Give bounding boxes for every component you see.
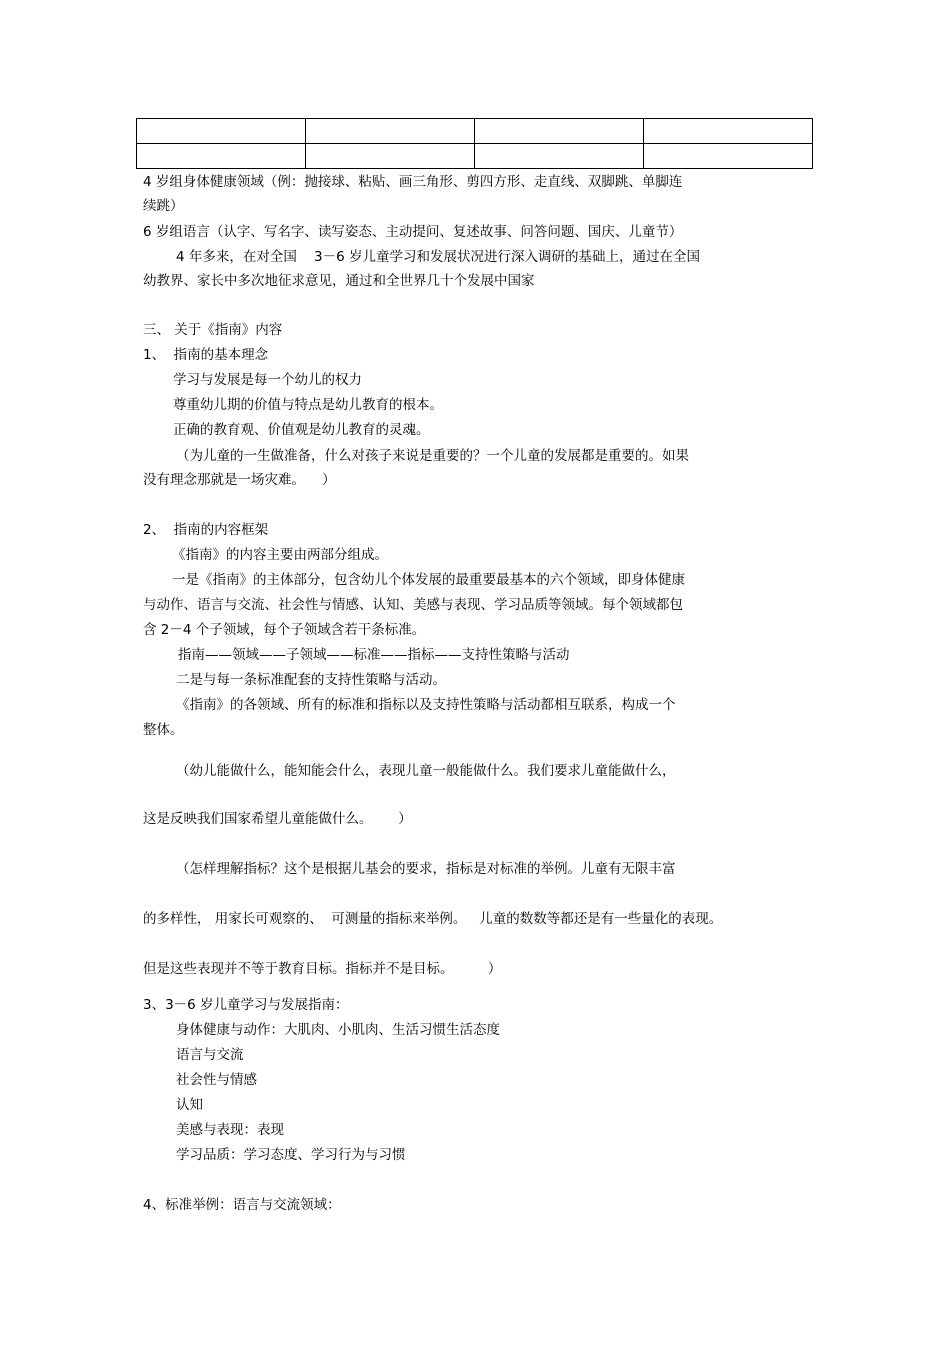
paragraph-line: 二是与每一条标准配套的支持性策略与活动。 [176,672,446,688]
table-cell [137,119,306,144]
list-item: 社会性与情感 [176,1072,257,1088]
list-item: 美感与表现：表现 [176,1122,284,1138]
empty-table [136,118,813,169]
paragraph-line: 含 2－4 个子领域，每个子领域含若干条标准。 [143,622,426,638]
subsection-heading: 1、 指南的基本理念 [143,347,269,363]
paragraph-line: 4 岁组身体健康领域（例：抛接球、粘贴、画三角形、剪四方形、走直线、双脚跳、单脚连 [143,174,683,190]
paragraph-line: （幼儿能做什么，能知能会什么，表现儿童一般能做什么。我们要求儿童能做什么， [176,763,676,779]
paragraph-line: 《指南》的内容主要由两部分组成。 [172,547,388,563]
subsection-heading: 4、标准举例：语言与交流领域： [143,1197,341,1213]
paragraph-line: 学习与发展是每一个幼儿的权力 [173,372,362,388]
table-cell [644,119,813,144]
subsection-heading: 2、 指南的内容框架 [143,522,269,538]
paragraph-line: （怎样理解指标？这个是根据儿基会的要求，指标是对标准的举例。儿童有无限丰富 [176,861,676,877]
paragraph-line: 一是《指南》的主体部分，包含幼儿个体发展的最重要最基本的六个领域，即身体健康 [172,572,685,588]
paragraph-line: （为儿童的一生做准备，什么对孩子来说是重要的？一个儿童的发展都是重要的。如果 [176,448,689,464]
paragraph-line: 《指南》的各领域、所有的标准和指标以及支持性策略与活动都相互联系，构成一个 [176,697,676,713]
paragraph-line: 尊重幼儿期的价值与特点是幼儿教育的根本。 [173,397,443,413]
paragraph-line: 续跳） [143,198,184,214]
paragraph-line: 6 岁组语言（认字、写名字、读写姿态、主动提问、复述故事、问答问题、国庆、儿童节） [143,224,683,240]
paragraph-line: 幼教界、家长中多次地征求意见，通过和全世界几十个发展中国家 [143,273,535,289]
table-cell [306,119,475,144]
table-cell [475,144,644,169]
list-item: 学习品质：学习态度、学习行为与习惯 [176,1147,406,1163]
paragraph-line: 这是反映我们国家希望儿童能做什么。 ） [143,811,412,827]
table-cell [137,144,306,169]
table-row [137,119,813,144]
table-cell [306,144,475,169]
paragraph-line: 没有理念那就是一场灾难。 ） [143,472,336,488]
paragraph-line: 整体。 [143,722,184,738]
section-heading: 三、 关于《指南》内容 [143,322,283,338]
paragraph-line: 正确的教育观、价值观是幼儿教育的灵魂。 [173,422,430,438]
list-item: 认知 [176,1097,203,1113]
table-cell [644,144,813,169]
paragraph-line: 指南——领域——子领域——标准——指标——支持性策略与活动 [178,647,570,663]
table-row [137,144,813,169]
paragraph-line: 但是这些表现并不等于教育目标。指标并不是目标。 ） [143,961,502,977]
list-item: 语言与交流 [176,1047,244,1063]
list-item: 身体健康与动作：大肌肉、小肌肉、生活习惯生活态度 [176,1022,500,1038]
table-cell [475,119,644,144]
paragraph-line: 4 年多来，在对全国 3－6 岁儿童学习和发展状况进行深入调研的基础上，通过在全国 [176,249,701,265]
subsection-heading: 3、3－6 岁儿童学习与发展指南： [143,997,349,1013]
paragraph-line: 的多样性， 用家长可观察的、 可测量的指标来举例。 儿童的数数等都还是有一些量化的表现。 [143,911,723,927]
paragraph-line: 与动作、语言与交流、社会性与情感、认知、美感与表现、学习品质等领域。每个领域都包 [143,597,683,613]
